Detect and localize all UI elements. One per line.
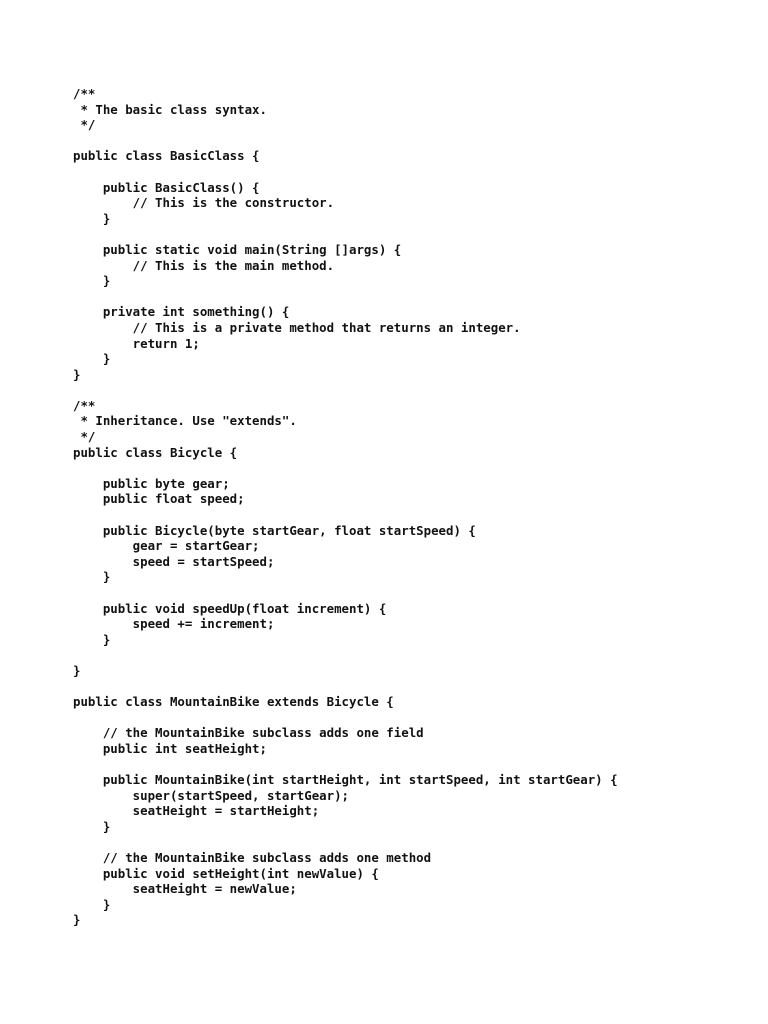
code-line: * Inheritance. Use "extends". xyxy=(73,413,297,429)
code-line: } xyxy=(73,912,81,928)
code-line: public static void main(String []args) { xyxy=(73,241,402,257)
code-line: } xyxy=(73,366,81,382)
code-line: } xyxy=(73,351,111,367)
code-line xyxy=(73,835,618,851)
code-line xyxy=(73,710,618,726)
code-line: speed = startSpeed; xyxy=(73,553,275,569)
code-line: } xyxy=(73,210,111,226)
code-line: } xyxy=(73,569,111,585)
code-line: private int something() { xyxy=(73,304,290,320)
code-line: public BasicClass() { xyxy=(73,179,260,195)
code-line: // This is the constructor. xyxy=(73,195,335,211)
code-line: seatHeight = newValue; xyxy=(73,881,297,897)
code-line: public void setHeight(int newValue) { xyxy=(73,865,379,881)
code-line: } xyxy=(73,896,111,912)
code-line: // the MountainBike subclass adds one field xyxy=(73,725,424,741)
code-line: } xyxy=(73,662,81,678)
code-line: gear = startGear; xyxy=(73,538,260,554)
code-line: // the MountainBike subclass adds one method xyxy=(73,850,432,866)
code-line: } xyxy=(73,818,111,834)
code-line xyxy=(73,507,618,523)
code-line xyxy=(73,133,618,149)
code-line xyxy=(73,585,618,601)
code-line: public Bicycle(byte startGear, float startSpeed) { xyxy=(73,522,476,538)
code-line xyxy=(73,647,618,663)
code-line: */ xyxy=(73,429,96,445)
code-line xyxy=(73,164,618,180)
code-line: public void speedUp(float increment) { xyxy=(73,600,387,616)
code-line: public class MountainBike extends Bicycle { xyxy=(73,694,394,710)
code-line: public class Bicycle { xyxy=(73,444,238,460)
code-line: public MountainBike(int startHeight, int startSpeed, int startGear) { xyxy=(73,772,618,788)
code-line: return 1; xyxy=(73,335,200,351)
code-line xyxy=(73,679,618,695)
code-line: // This is a private method that returns an integer. xyxy=(73,319,521,335)
code-line: public byte gear; xyxy=(73,475,230,491)
code-line: */ xyxy=(73,117,96,133)
code-line xyxy=(73,460,618,476)
code-line: super(startSpeed, startGear); xyxy=(73,787,350,803)
code-line xyxy=(73,382,618,398)
code-line: } xyxy=(73,631,111,647)
code-line: speed += increment; xyxy=(73,616,275,632)
code-line: // This is the main method. xyxy=(73,257,335,273)
code-line: public int seatHeight; xyxy=(73,740,267,756)
code-listing xyxy=(73,86,618,928)
code-line: public class BasicClass { xyxy=(73,148,260,164)
code-line xyxy=(73,289,618,305)
code-line: * The basic class syntax. xyxy=(73,101,267,117)
code-line: public float speed; xyxy=(73,491,245,507)
code-line: seatHeight = startHeight; xyxy=(73,803,320,819)
code-line: /** xyxy=(73,86,96,101)
code-line xyxy=(73,226,618,242)
code-line: } xyxy=(73,273,111,289)
code-line xyxy=(73,757,618,773)
code-line: /** xyxy=(73,397,96,413)
